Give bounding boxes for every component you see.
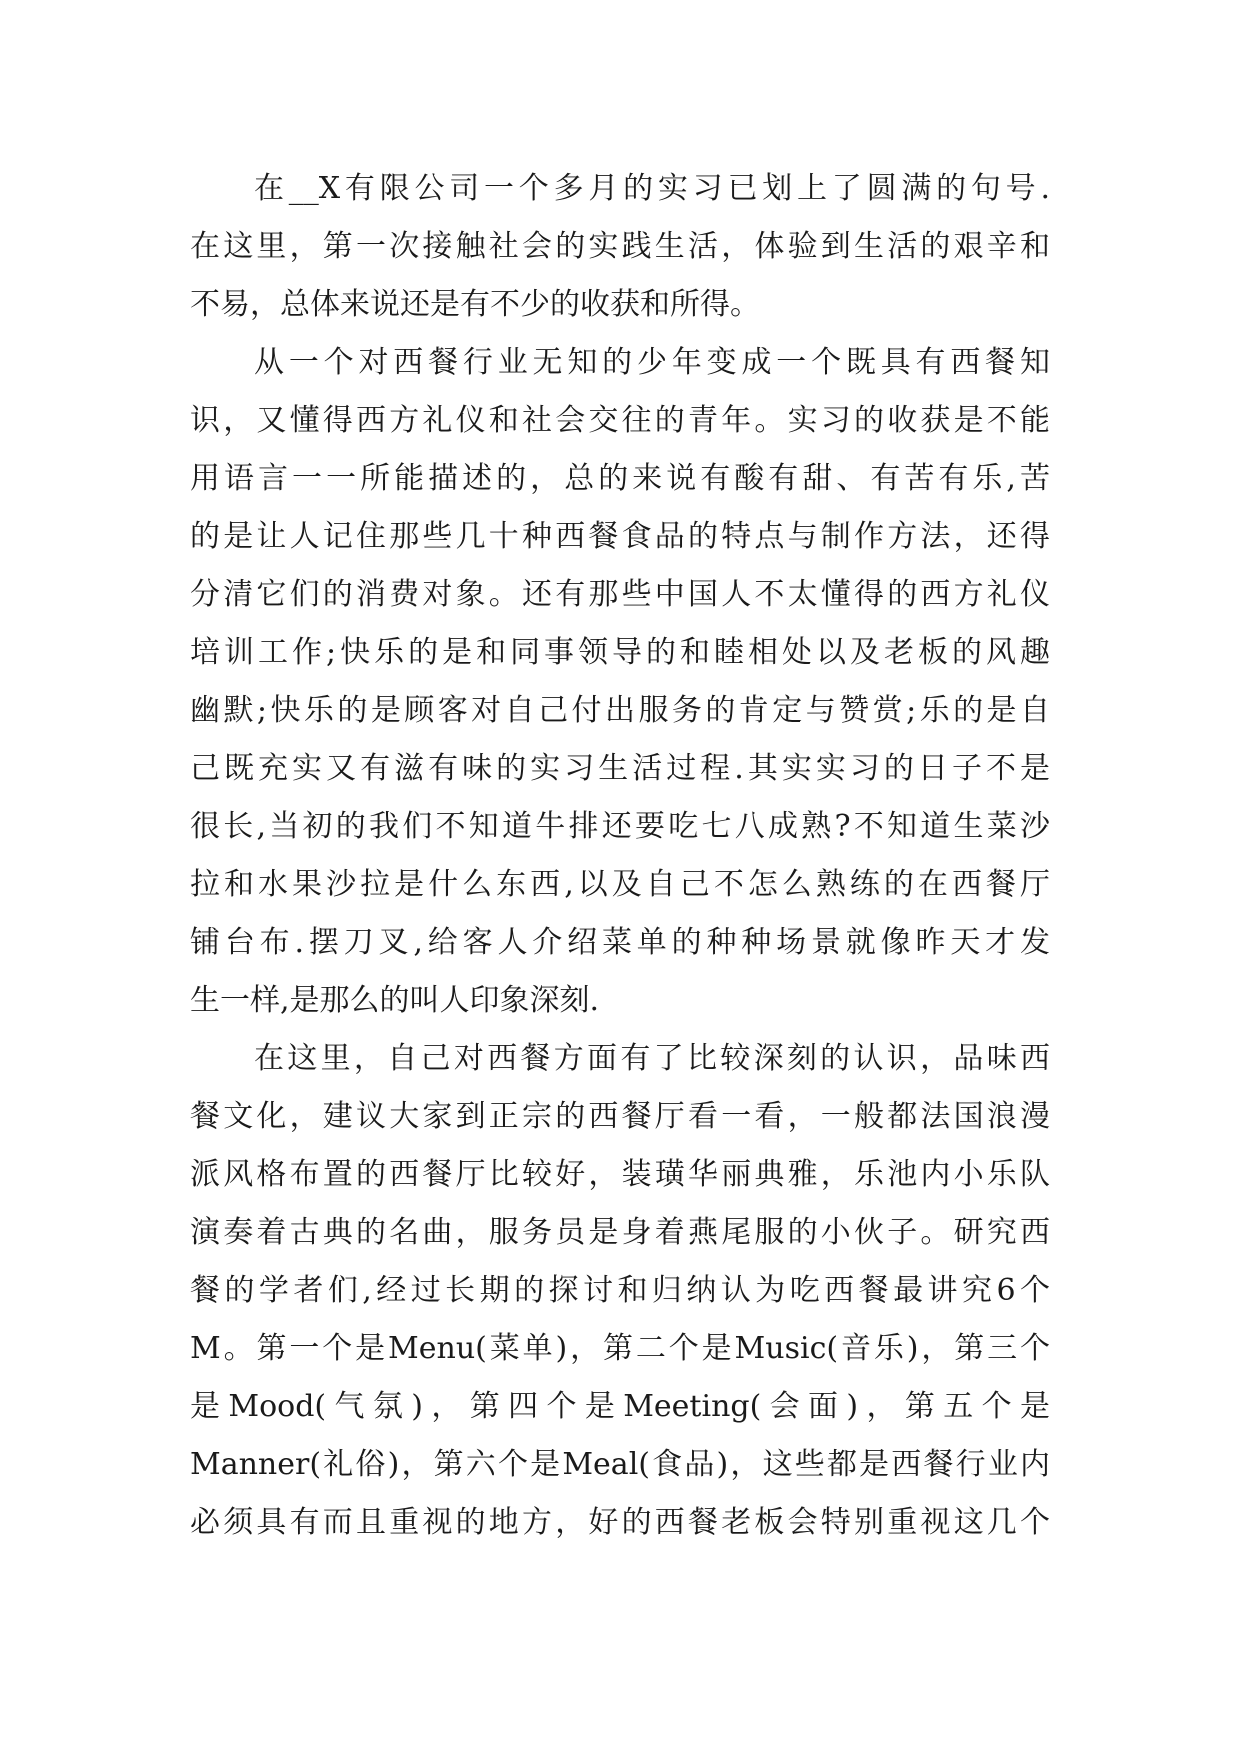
paragraph-line: 在这里，自己对西餐方面有了比较深刻的认识，品味西 <box>254 1041 1050 1076</box>
paragraph-line: M。第一个是Menu(菜单)，第二个是Music(音乐)，第三个 <box>190 1331 1050 1366</box>
paragraph-line: 演奏着古典的名曲，服务员是身着燕尾服的小伙子。研究西 <box>190 1215 1050 1250</box>
paragraph-line: 在这里，第一次接触社会的实践生活，体验到生活的艰辛和 <box>190 229 1050 264</box>
paragraph-line: 生一样,是那么的叫人印象深刻. <box>190 983 600 1018</box>
paragraph-line: 拉和水果沙拉是什么东西,以及自己不怎么熟练的在西餐厅 <box>190 867 1050 902</box>
paragraph-line: 派风格布置的西餐厅比较好，装璜华丽典雅，乐池内小乐队 <box>190 1157 1050 1192</box>
paragraph-line: 己既充实又有滋有味的实习生活过程.其实实习的日子不是 <box>190 751 1050 786</box>
paragraph-line: 必须具有而且重视的地方，好的西餐老板会特别重视这几个 <box>190 1505 1050 1540</box>
document-body <box>190 160 1050 1552</box>
paragraph-line: 不易，总体来说还是有不少的收获和所得。 <box>190 287 760 322</box>
paragraph-3 <box>190 1030 1050 1552</box>
paragraph-line: 培训工作;快乐的是和同事领导的和睦相处以及老板的风趣 <box>190 635 1050 670</box>
paragraph-line: 在__X有限公司一个多月的实习已划上了圆满的句号. <box>254 171 1050 206</box>
paragraph-2 <box>190 334 1050 1030</box>
paragraph-line: 是Mood(气氛)，第四个是Meeting(会面)，第五个是 <box>190 1389 1050 1424</box>
paragraph-line: 餐的学者们,经过长期的探讨和归纳认为吃西餐最讲究6个 <box>190 1273 1050 1308</box>
paragraph-line: 铺台布.摆刀叉,给客人介绍菜单的种种场景就像昨天才发 <box>190 925 1050 960</box>
paragraph-line: 分清它们的消费对象。还有那些中国人不太懂得的西方礼仪 <box>190 577 1050 612</box>
paragraph-line: 幽默;快乐的是顾客对自己付出服务的肯定与赞赏;乐的是自 <box>190 693 1050 728</box>
paragraph-line: 的是让人记住那些几十种西餐食品的特点与制作方法，还得 <box>190 519 1050 554</box>
paragraph-line: 很长,当初的我们不知道牛排还要吃七八成熟?不知道生菜沙 <box>190 809 1050 844</box>
paragraph-line: 从一个对西餐行业无知的少年变成一个既具有西餐知 <box>254 345 1050 380</box>
paragraph-line: Manner(礼俗)，第六个是Meal(食品)，这些都是西餐行业内 <box>190 1447 1050 1482</box>
paragraph-line: 识，又懂得西方礼仪和社会交往的青年。实习的收获是不能 <box>190 403 1050 438</box>
paragraph-line: 餐文化，建议大家到正宗的西餐厅看一看，一般都法国浪漫 <box>190 1099 1050 1134</box>
paragraph-1 <box>190 160 1050 334</box>
paragraph-line: 用语言一一所能描述的，总的来说有酸有甜、有苦有乐,苦 <box>190 461 1050 496</box>
